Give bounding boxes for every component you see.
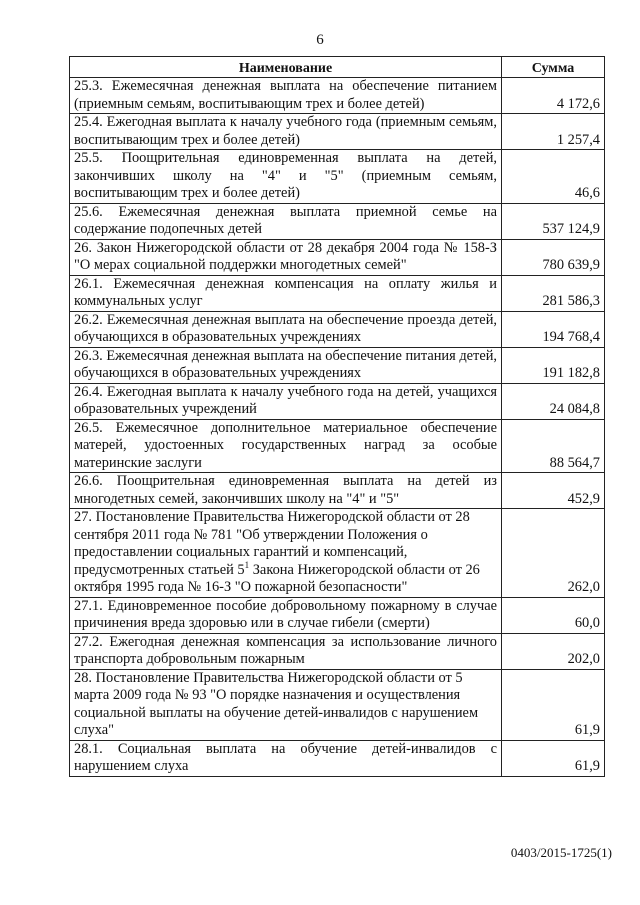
row-sum: 88 564,7: [502, 419, 605, 473]
row-name: 28. Постановление Правительства Нижегородской области от 5 марта 2009 года № 93 "О порядке назначения и осуществления социальной выплаты на обучение детей-инвалидов с нарушением слуха": [70, 669, 502, 740]
table-row: [70, 597, 605, 633]
row-name: 26.3. Ежемесячная денежная выплата на обеспечение питания детей, обучающихся в образовательных учреждениях: [70, 347, 502, 383]
page-number: 6: [316, 32, 324, 48]
expenditure-table: [69, 56, 605, 777]
table-row: [70, 311, 605, 347]
row-name: 26.5. Ежемесячное дополнительное материальное обеспечение матерей, удостоенных государственных наград за особые материнские заслуги: [70, 419, 502, 473]
table-row: [70, 78, 605, 114]
row-sum: 194 768,4: [502, 311, 605, 347]
row-sum: 262,0: [502, 509, 605, 598]
document-code: 0403/2015-1725(1): [510, 845, 612, 860]
row-sum: 191 182,8: [502, 347, 605, 383]
row-name: 25.4. Ежегодная выплата к началу учебного года (приемным семьям, воспитывающим трех и более детей): [70, 114, 502, 150]
row-sum: 537 124,9: [502, 203, 605, 239]
table-row: [70, 633, 605, 669]
row-sum: 780 639,9: [502, 239, 605, 275]
table-row: [70, 383, 605, 419]
row-sum: 1 257,4: [502, 114, 605, 150]
row-sum: 452,9: [502, 473, 605, 509]
table-row: [70, 509, 605, 598]
row-sum: 202,0: [502, 633, 605, 669]
row-name-part: 27. Постановление Правительства Нижегородской области от 28 сентября 2011 года № 781 "Об утверждении Положения о предоставлении социальных гарантий и компенсаций, предусмотренных статьей 5: [74, 509, 470, 578]
row-name-part: Закона Нижегородской области от 26 октября 1995 года № 16-З "О пожарной безопасности": [74, 561, 480, 595]
row-name: [70, 509, 502, 598]
table-row: [70, 669, 605, 740]
table-row: [70, 473, 605, 509]
row-sum: 60,0: [502, 597, 605, 633]
row-name: 26.2. Ежемесячная денежная выплата на обеспечение проезда детей, обучающихся в образовательных учреждениях: [70, 311, 502, 347]
row-name: 26.1. Ежемесячная денежная компенсация на оплату жилья и коммунальных услуг: [70, 275, 502, 311]
row-sum: 61,9: [502, 669, 605, 740]
table-row: [70, 114, 605, 150]
table-row: [70, 150, 605, 204]
row-name: 27.2. Ежегодная денежная компенсация за использование личного транспорта добровольным пожарным: [70, 633, 502, 669]
row-name: 25.6. Ежемесячная денежная выплата приемной семье на содержание подопечных детей: [70, 203, 502, 239]
table-row: [70, 203, 605, 239]
header-name: Наименование: [70, 57, 502, 78]
row-sum: 24 084,8: [502, 383, 605, 419]
table-header-row: [70, 57, 605, 78]
table-row: [70, 419, 605, 473]
row-name: 26.6. Поощрительная единовременная выплата на детей из многодетных семей, закончивших школу на "4" и "5": [70, 473, 502, 509]
row-name: 25.3. Ежемесячная денежная выплата на обеспечение питанием (приемным семьям, воспитывающим трех и более детей): [70, 78, 502, 114]
row-sum: 46,6: [502, 150, 605, 204]
row-sum: 281 586,3: [502, 275, 605, 311]
row-name: 25.5. Поощрительная единовременная выплата на детей, закончивших школу на "4" и "5" (приемным семьям, воспитывающим трех и более детей): [70, 150, 502, 204]
row-name: 27.1. Единовременное пособие добровольному пожарному в случае причинения вреда здоровью или в случае гибели (смерти): [70, 597, 502, 633]
row-name: 28.1. Социальная выплата на обучение детей-инвалидов с нарушением слуха: [70, 740, 502, 776]
row-name-superscript: 1: [244, 559, 250, 570]
row-sum: 61,9: [502, 740, 605, 776]
table-row: [70, 740, 605, 776]
header-sum: Сумма: [502, 57, 605, 78]
row-sum: 4 172,6: [502, 78, 605, 114]
table-row: [70, 275, 605, 311]
row-name: 26.4. Ежегодная выплата к началу учебного года на детей, учащихся образовательных учреждений: [70, 383, 502, 419]
table-row: [70, 239, 605, 275]
table-row: [70, 347, 605, 383]
row-name: 26. Закон Нижегородской области от 28 декабря 2004 года № 158-З "О мерах социальной поддержки многодетных семей": [70, 239, 502, 275]
